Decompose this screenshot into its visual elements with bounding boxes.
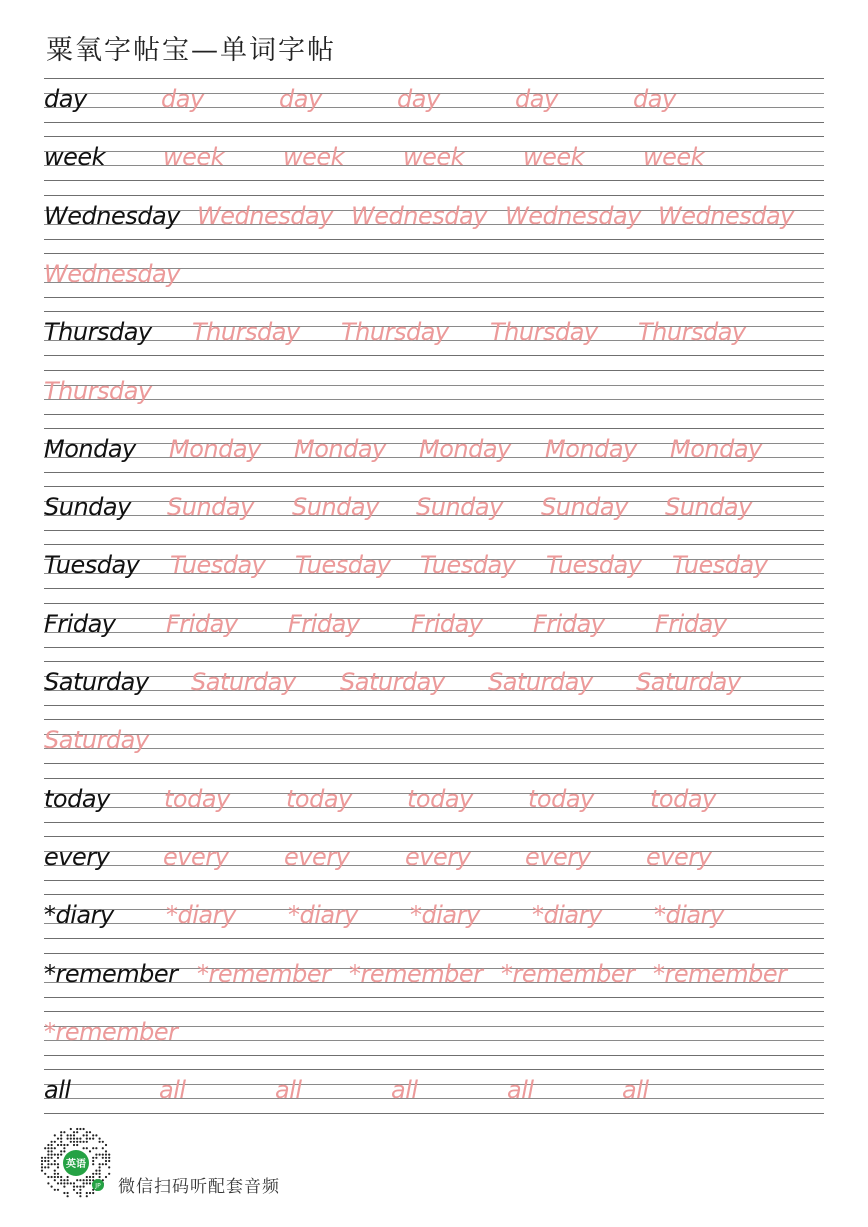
trace-word: day [515,85,558,113]
rule-line [44,399,824,400]
trace-word: Monday [294,434,386,463]
trace-word: Monday [545,434,637,463]
trace-word: Saturday [191,668,296,696]
qr-code[interactable] [40,1127,112,1199]
trace-word: *remember [349,959,483,988]
model-word: every [44,842,110,871]
trace-word: *remember [653,959,787,988]
rule-line [44,734,824,735]
trace-word: week [283,143,345,172]
trace-word: Friday [411,609,483,638]
trace-word: Thursday [341,318,449,347]
trace-word: day [397,85,440,113]
trace-word: *diary [288,901,358,930]
trace-word: *diary [166,901,236,930]
rule-line [44,603,824,604]
trace-word: Wednesday [197,201,333,230]
trace-word: Sunday [541,493,628,522]
model-word: Friday [44,609,116,638]
trace-word: Sunday [292,493,379,522]
trace-word: Thursday [638,318,746,347]
trace-word: Monday [670,434,762,463]
model-word: all [44,1076,71,1105]
trace-word: *remember [44,1017,178,1046]
trace-word: day [279,85,322,113]
rule-line [44,1011,824,1012]
rule-line [44,136,824,137]
rule-line [44,311,824,312]
trace-word: Tuesday [170,551,266,580]
trace-word: every [405,842,471,871]
trace-word: *remember [501,959,635,988]
trace-word: Saturday [44,726,149,755]
model-word: Thursday [44,318,152,347]
trace-word: Sunday [665,493,752,522]
rule-line [44,486,824,487]
trace-word: all [391,1076,418,1105]
trace-word: Saturday [488,668,593,696]
trace-word: week [163,143,225,172]
rule-line [44,530,824,531]
rule-line [44,355,824,356]
model-word: Monday [44,434,136,463]
trace-word: Wednesday [44,259,180,288]
model-word: *diary [44,901,114,930]
rule-line [44,122,824,123]
model-word: *remember [44,959,178,988]
rule-line [44,953,824,954]
trace-word: today [164,784,230,813]
rule-line [44,544,824,545]
qr-badge-text: 英语 [66,1159,86,1170]
rule-line [44,472,824,473]
model-word: day [44,85,87,113]
model-word: Wednesday [44,201,180,230]
rule-line [44,836,824,837]
trace-word: all [622,1076,649,1105]
trace-word: Tuesday [295,551,391,580]
rule-line [44,370,824,371]
rule-line [44,748,824,749]
trace-word: week [403,143,465,172]
page-title: 粟氧字帖宝—单词字帖 [46,35,336,66]
trace-word: all [275,1076,302,1105]
trace-word: all [507,1076,534,1105]
trace-word: Wednesday [351,201,487,230]
rule-line [44,428,824,429]
trace-word: *diary [410,901,480,930]
rule-line [44,1113,824,1114]
trace-word: Tuesday [546,551,642,580]
trace-word: Wednesday [658,201,794,230]
rule-line [44,705,824,706]
model-word: today [44,784,110,813]
rule-line [44,1069,824,1070]
rule-line [44,822,824,823]
trace-word: *diary [532,901,602,930]
rule-line [44,385,824,386]
rule-line [44,661,824,662]
model-word: Sunday [44,493,131,522]
rule-line [44,588,824,589]
rule-line [44,195,824,196]
rule-line [44,938,824,939]
rule-line [44,719,824,720]
trace-word: Friday [655,609,727,638]
trace-word: Monday [419,434,511,463]
trace-word: Tuesday [420,551,516,580]
model-word: Saturday [44,668,149,696]
trace-word: every [525,842,591,871]
footer-caption: 微信扫码听配套音频 [118,1177,280,1197]
trace-word: every [163,842,229,871]
trace-word: Sunday [167,493,254,522]
trace-word: today [528,784,594,813]
rule-line [44,78,824,79]
trace-word: every [284,842,350,871]
rule-line [44,894,824,895]
trace-word: Wednesday [505,201,641,230]
rule-line [44,180,824,181]
trace-word: Saturday [340,668,445,696]
trace-word: Friday [288,609,360,638]
trace-word: today [286,784,352,813]
trace-word: week [523,143,585,172]
trace-word: Friday [166,609,238,638]
trace-word: Monday [169,434,261,463]
trace-word: Thursday [44,376,152,405]
rule-line [44,778,824,779]
rule-line [44,414,824,415]
rule-line [44,763,824,764]
rule-line [44,647,824,648]
rule-line [44,239,824,240]
rule-line [44,880,824,881]
rule-line [44,253,824,254]
qr-code-icon [40,1127,112,1199]
trace-word: Tuesday [672,551,768,580]
trace-word: day [161,85,204,113]
trace-word: Thursday [490,318,598,347]
trace-word: day [633,85,676,113]
trace-word: Sunday [416,493,503,522]
rule-line [44,1055,824,1056]
trace-word: every [646,842,712,871]
trace-word: Friday [533,609,605,638]
model-word: Tuesday [44,551,140,580]
rule-line [44,297,824,298]
trace-word: *remember [197,959,331,988]
trace-word: Saturday [636,668,741,696]
trace-word: all [159,1076,186,1105]
rule-line [44,997,824,998]
model-word: week [44,143,106,172]
qr-corner-text: JP [95,1182,101,1190]
trace-word: today [407,784,473,813]
trace-word: today [650,784,716,813]
trace-word: Thursday [192,318,300,347]
trace-word: *diary [654,901,724,930]
trace-word: week [643,143,705,172]
